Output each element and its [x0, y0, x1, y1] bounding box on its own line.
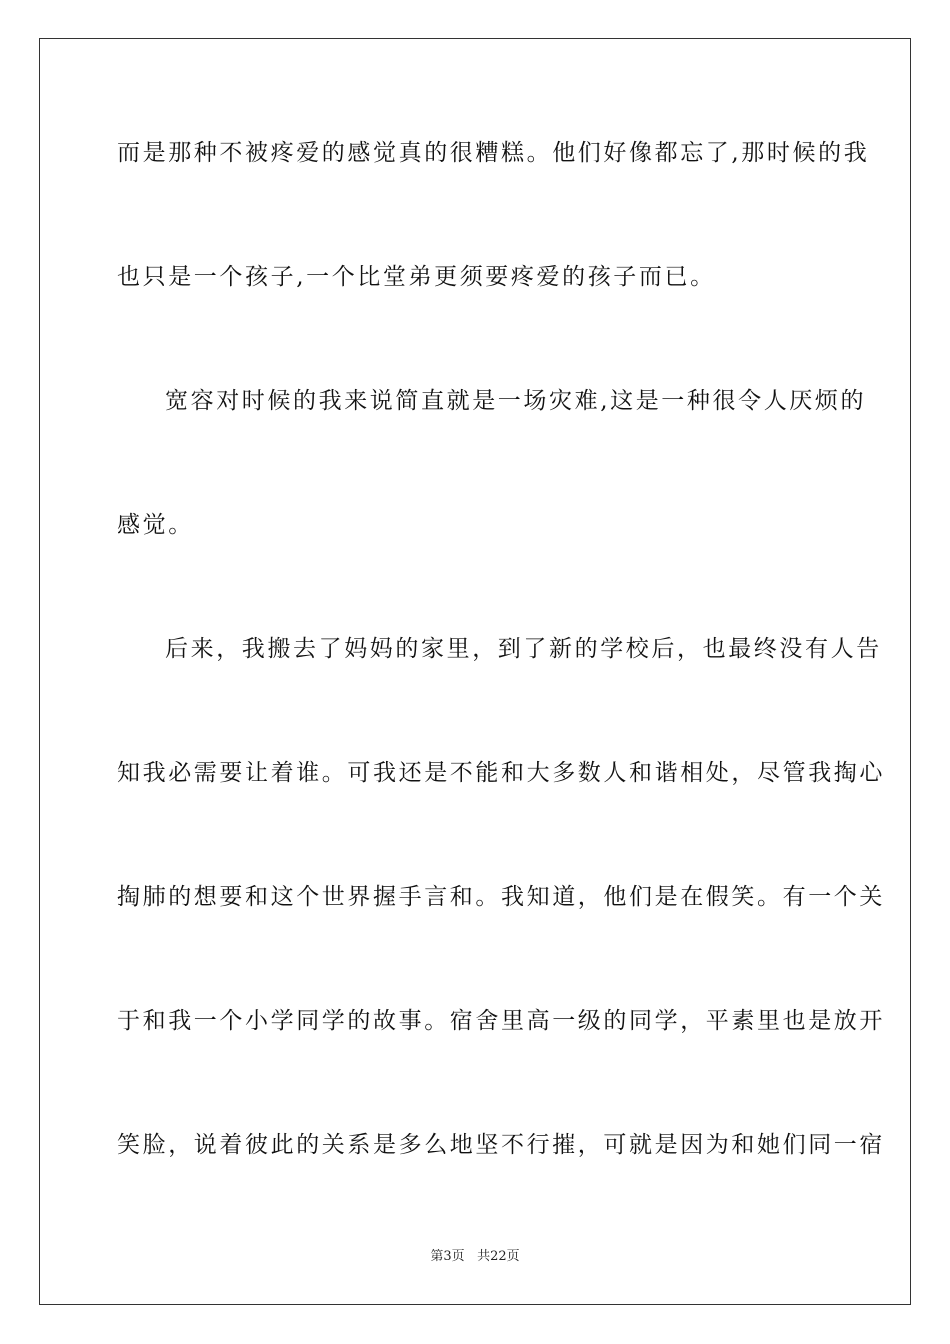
body-text-line: 笑脸，说着彼此的关系是多么地坚不行摧，可就是因为和她们同一宿 — [117, 1132, 885, 1158]
body-text-line: 而是那种不被疼爱的感觉真的很糟糕。他们好像都忘了,那时候的我 — [117, 140, 870, 166]
paragraph-first-line: 宽容对时候的我来说简直就是一场灾难,这是一种很令人厌烦的 — [165, 388, 867, 414]
total-pages: 共22页 — [477, 1249, 520, 1264]
body-text-line: 掏肺的想要和这个世界握手言和。我知道，他们是在假笑。有一个关 — [117, 884, 885, 910]
body-text-line: 于和我一个小学同学的故事。宿舍里高一级的同学，平素里也是放开 — [117, 1008, 885, 1034]
page-frame — [39, 38, 911, 1305]
page-number: 第3页 — [430, 1249, 465, 1264]
page-footer — [0, 1248, 950, 1266]
body-text-line: 感觉。 — [117, 512, 194, 538]
paragraph-first-line: 后来，我搬去了妈妈的家里，到了新的学校后，也最终没有人告 — [165, 636, 882, 662]
body-text-line: 知我必需要让着谁。可我还是不能和大多数人和谐相处，尽管我掏心 — [117, 760, 885, 786]
body-text-line: 也只是一个孩子,一个比堂弟更须要疼爱的孩子而已。 — [117, 264, 716, 290]
